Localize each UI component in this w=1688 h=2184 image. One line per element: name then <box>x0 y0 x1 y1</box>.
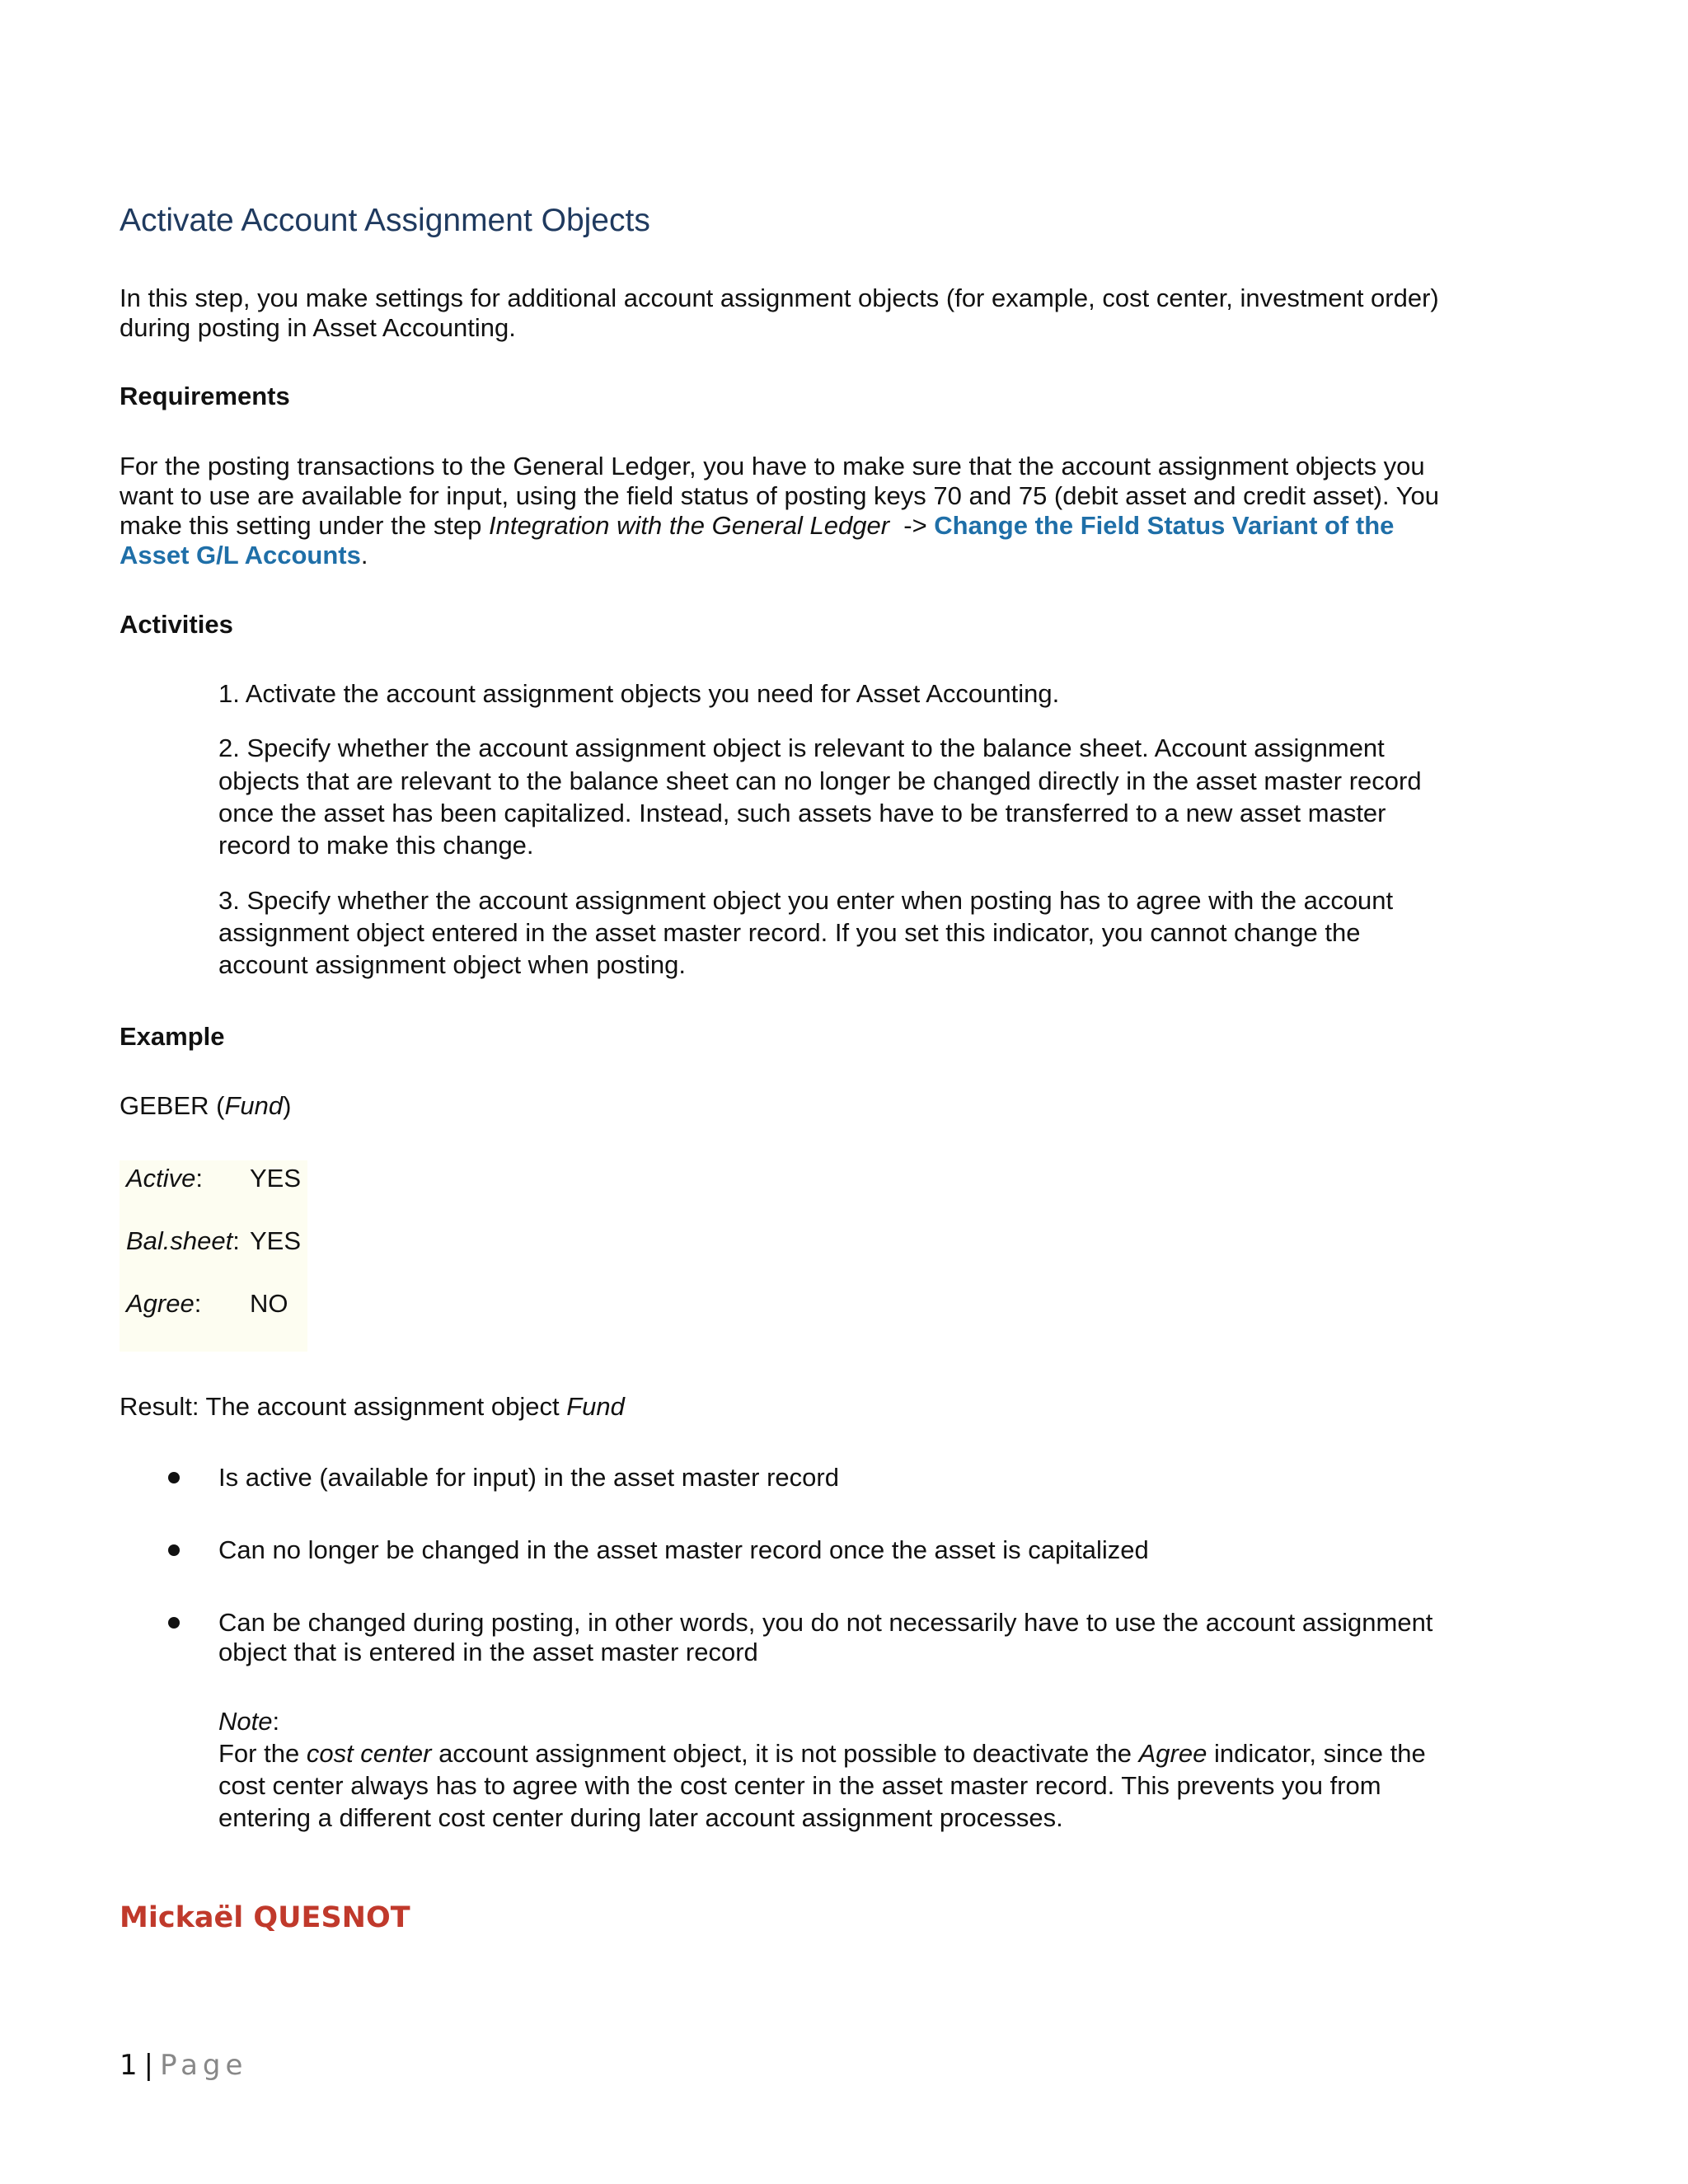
activities-heading: Activities <box>120 610 233 639</box>
bullet-icon <box>168 1472 180 1483</box>
page-footer <box>120 2049 247 2082</box>
activity-2-line-3: once the asset has been capitalized. Instead, such assets have to be transferred to a new asset master <box>218 799 1386 827</box>
example-geber <box>120 1091 291 1121</box>
activity-2-line-1: 2. Specify whether the account assignment object is relevant to the balance sheet. Account assignment <box>218 733 1385 762</box>
asset-gl-accounts-link[interactable]: Asset G/L Accounts <box>120 541 361 569</box>
bullet-item-3-line-1: Can be changed during posting, in other words, you do not necessarily have to use the account assignment <box>218 1608 1433 1637</box>
setting-value: YES <box>250 1226 302 1255</box>
setting-key: Bal.sheet: <box>126 1226 240 1255</box>
note-label: Note: <box>218 1707 280 1736</box>
activity-3-line-2: assignment object entered in the asset master record. If you set this indicator, you cannot change the <box>218 918 1361 947</box>
example-heading: Example <box>120 1022 225 1051</box>
bullet-item-2: Can no longer be changed in the asset master record once the asset is capitalized <box>218 1535 1149 1564</box>
note-line-3: entering a different cost center during later account assignment processes. <box>218 1803 1063 1832</box>
activity-3-line-3: account assignment object when posting. <box>218 950 686 979</box>
geber-text: GEBER ( <box>120 1091 225 1120</box>
activity-2-line-4: record to make this change. <box>218 831 534 860</box>
requirements-line-3 <box>120 511 1394 541</box>
geber-close: ) <box>283 1091 292 1120</box>
bullet-icon <box>168 1617 180 1629</box>
intro-line-2: during posting in Asset Accounting. <box>120 313 516 342</box>
arrow-text: -> <box>889 511 935 540</box>
integration-step-name: Integration with the General Ledger <box>489 511 890 540</box>
bullet-item-1: Is active (available for input) in the asset master record <box>218 1463 839 1492</box>
result-label: Result: The account assignment object <box>120 1392 567 1421</box>
bullet-item-3-line-2: object that is entered in the asset master record <box>218 1638 758 1666</box>
result-text <box>120 1392 625 1422</box>
setting-key: Active: <box>126 1164 204 1193</box>
setting-key: Agree: <box>126 1289 202 1318</box>
page-label: Page <box>160 2049 248 2082</box>
note-line-2: cost center always has to agree with the cost center in the asset master record. This prevents you from <box>218 1771 1381 1800</box>
activity-1: 1. Activate the account assignment objects you need for Asset Accounting. <box>218 679 1060 708</box>
requirements-text: make this setting under the step <box>120 511 490 540</box>
example-settings-box <box>120 1160 307 1352</box>
requirements-line-2: want to use are available for input, using the field status of posting keys 70 and 75 (debit asset and credit asset). You <box>120 481 1439 510</box>
note-line-1: For the cost center account assignment object, it is not possible to deactivate the Agree indicator, since the <box>218 1739 1426 1768</box>
bullet-icon <box>168 1544 180 1556</box>
requirements-heading: Requirements <box>120 382 290 410</box>
requirements-line-1: For the posting transactions to the General Ledger, you have to make sure that the account assignment objects you <box>120 452 1425 480</box>
setting-value: NO <box>250 1289 288 1318</box>
result-fund: Fund <box>566 1392 625 1421</box>
activity-2-line-2: objects that are relevant to the balance sheet can no longer be changed directly in the asset master record <box>218 766 1422 795</box>
fund-text: Fund <box>224 1091 284 1120</box>
page-number: 1 <box>120 2049 138 2082</box>
activity-3-line-1: 3. Specify whether the account assignment object you enter when posting has to agree with the account <box>218 886 1394 915</box>
author-name: Mickaël QUESNOT <box>120 1901 410 1934</box>
requirements-line-4 <box>120 541 368 570</box>
setting-value: YES <box>250 1164 302 1193</box>
intro-line-1: In this step, you make settings for additional account assignment objects (for example, cost center, investment order) <box>120 284 1439 312</box>
page-title: Activate Account Assignment Objects <box>120 203 650 238</box>
field-status-variant-link[interactable]: Change the Field Status Variant of the <box>934 511 1395 540</box>
footer-separator: | <box>143 2049 154 2082</box>
period-text: . <box>360 541 368 569</box>
